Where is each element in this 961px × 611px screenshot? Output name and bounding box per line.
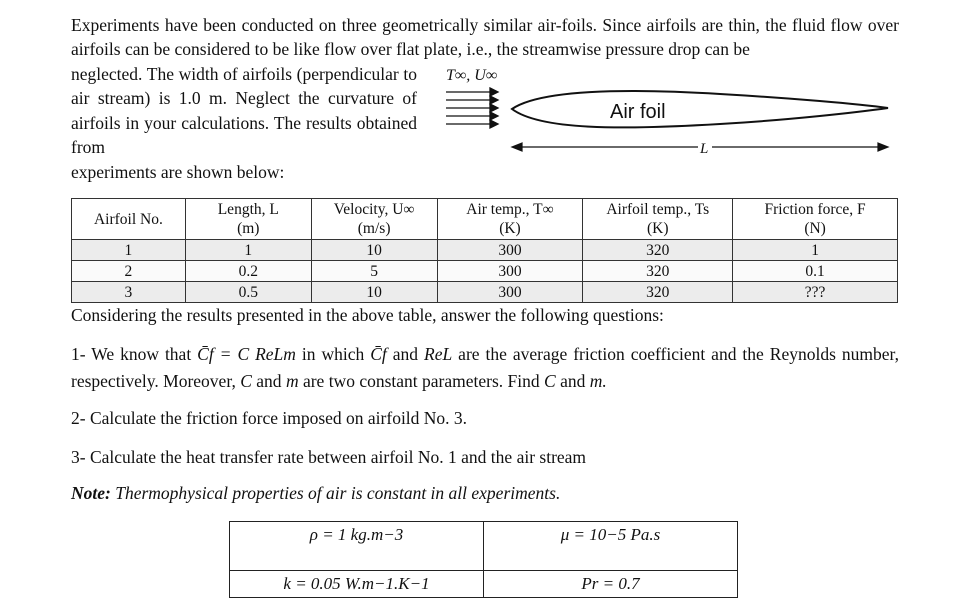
- intro-paragraph-end: [71, 160, 417, 184]
- header-length: Length, L (m): [185, 199, 311, 240]
- intro-line-end: experiments are shown below:: [71, 162, 285, 182]
- header-air-temp: Air temp., T∞ (K): [437, 199, 583, 240]
- note-label: Note:: [71, 483, 111, 503]
- note: [71, 483, 560, 504]
- intro-line-left: neglected. The width of airfoils (perpendicular to air stream) is 1.0 m. Neglect the curvature of airfoils in your calculations. The results obtained from: [71, 64, 417, 157]
- airfoil-figure: [440, 62, 900, 162]
- table-row: 3 0.5 10 300 320 ???: [72, 282, 898, 303]
- header-airfoil-temp: Airfoil temp., Ts (K): [583, 199, 733, 240]
- intro-paragraph-left: [71, 62, 417, 159]
- q1-formula: C̄f = C ReLm: [197, 344, 296, 364]
- intro-line-full: Experiments have been conducted on three geometrically similar air-foils. Since airfoils are thin, the fluid flow over airfoils can be considered to be like flow over flat plate, i.e., the streamwise pressure drop can be: [71, 15, 899, 60]
- flow-arrows: [446, 88, 498, 128]
- question-2: 2- Calculate the friction force imposed on airfoild No. 3.: [71, 408, 468, 428]
- free-stream-label: T∞, U∞: [446, 67, 498, 84]
- header-velocity: Velocity, U∞ (m/s): [311, 199, 437, 240]
- prop-density: ρ = 1 kg.m−3: [230, 522, 484, 571]
- prop-conductivity: k = 0.05 W.m−1.K−1: [230, 571, 484, 598]
- header-friction-force: Friction force, F (N): [733, 199, 898, 240]
- header-airfoil-no: Airfoil No.: [72, 199, 186, 240]
- question-1: 1- We know that C̄f = C ReLm in which C̄f and ReL are the average friction coefficient and the Reynolds number, respectively. Moreover, C and m are two constant parameters. Find C and m.: [71, 344, 899, 391]
- experiment-table: [71, 198, 898, 303]
- airfoil-label: Air foil: [610, 101, 666, 123]
- prop-prandtl: Pr = 0.7: [484, 571, 738, 598]
- airfoil-shape: [512, 91, 888, 127]
- table-row: 2 0.2 5 300 320 0.1: [72, 261, 898, 282]
- question-3: 3- Calculate the heat transfer rate between airfoil No. 1 and the air stream: [71, 447, 587, 467]
- intro-paragraph: [71, 13, 899, 62]
- length-label: L: [700, 141, 709, 157]
- properties-table: [229, 521, 738, 598]
- note-text: Thermophysical properties of air is constant in all experiments.: [110, 483, 561, 503]
- table-header-row: [72, 199, 898, 240]
- prop-viscosity: μ = 10−5 Pa.s: [484, 522, 738, 571]
- table-row: 1 1 10 300 320 1: [72, 240, 898, 261]
- questions-intro: Considering the results presented in the above table, answer the following questions:: [71, 305, 664, 325]
